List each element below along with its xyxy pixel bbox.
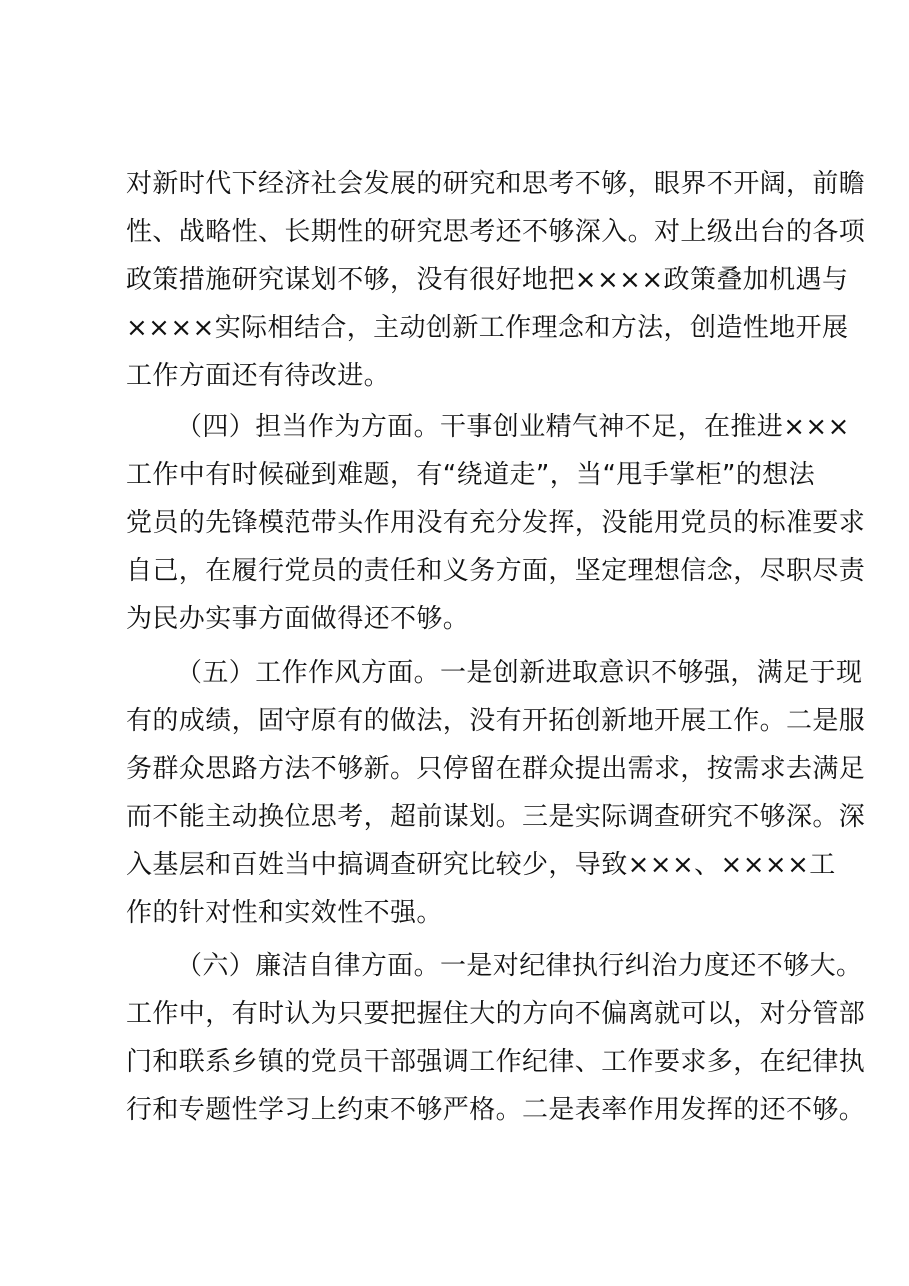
text-line: 行和专题性学习上约束不够严格。二是表率作用发挥的还不够。 [126, 1095, 866, 1125]
text-line: 工作中，有时认为只要把握住大的方向不偏离就可以，对分管部 [126, 999, 866, 1029]
paragraph-heading-line: （四）担当作为方面。干事创业精气神不足，在推进××× [176, 412, 850, 442]
paragraph-heading-line: （六）廉洁自律方面。一是对纪律执行纠治力度还不够大。 [176, 951, 863, 981]
paragraph-heading-line: （五）工作作风方面。一是创新进取意识不够强，满足于现 [176, 658, 863, 688]
text-line: ××××实际相结合，主动创新工作理念和方法，创造性地开展 [126, 313, 849, 343]
text-line: 有的成绩，固守原有的做法，没有开拓创新地开展工作。二是服 [126, 706, 866, 736]
text-line: 入基层和百姓当中搞调查研究比较少，导致×××、××××工 [126, 850, 836, 880]
text-line: 门和联系乡镇的党员干部强调工作纪律、工作要求多，在纪律执 [126, 1047, 866, 1077]
text-line: 而不能主动换位思考，超前谋划。三是实际调查研究不够深。深 [126, 802, 866, 832]
text-line: 性、战略性、长期性的研究思考还不够深入。对上级出台的各项 [126, 217, 866, 247]
text-line: 工作中有时候碰到难题，有“绕道走”，当“甩手掌柜”的想法 [126, 460, 816, 490]
text-line: 政策措施研究谋划不够，没有很好地把××××政策叠加机遇与 [126, 265, 849, 295]
text-line: 务群众思路方法不够新。只停留在群众提出需求，按需求去满足 [126, 754, 866, 784]
text-line: 自己，在履行党员的责任和义务方面，坚定理想信念，尽职尽责 [126, 556, 866, 586]
text-line: 对新时代下经济社会发展的研究和思考不够，眼界不开阔，前瞻 [126, 169, 866, 199]
text-line: 党员的先锋模范带头作用没有充分发挥，没能用党员的标准要求 [126, 508, 866, 538]
text-line: 工作方面还有待改进。 [126, 361, 391, 391]
text-line: 为民办实事方面做得还不够。 [126, 604, 470, 634]
text-line: 作的针对性和实效性不强。 [126, 898, 443, 928]
